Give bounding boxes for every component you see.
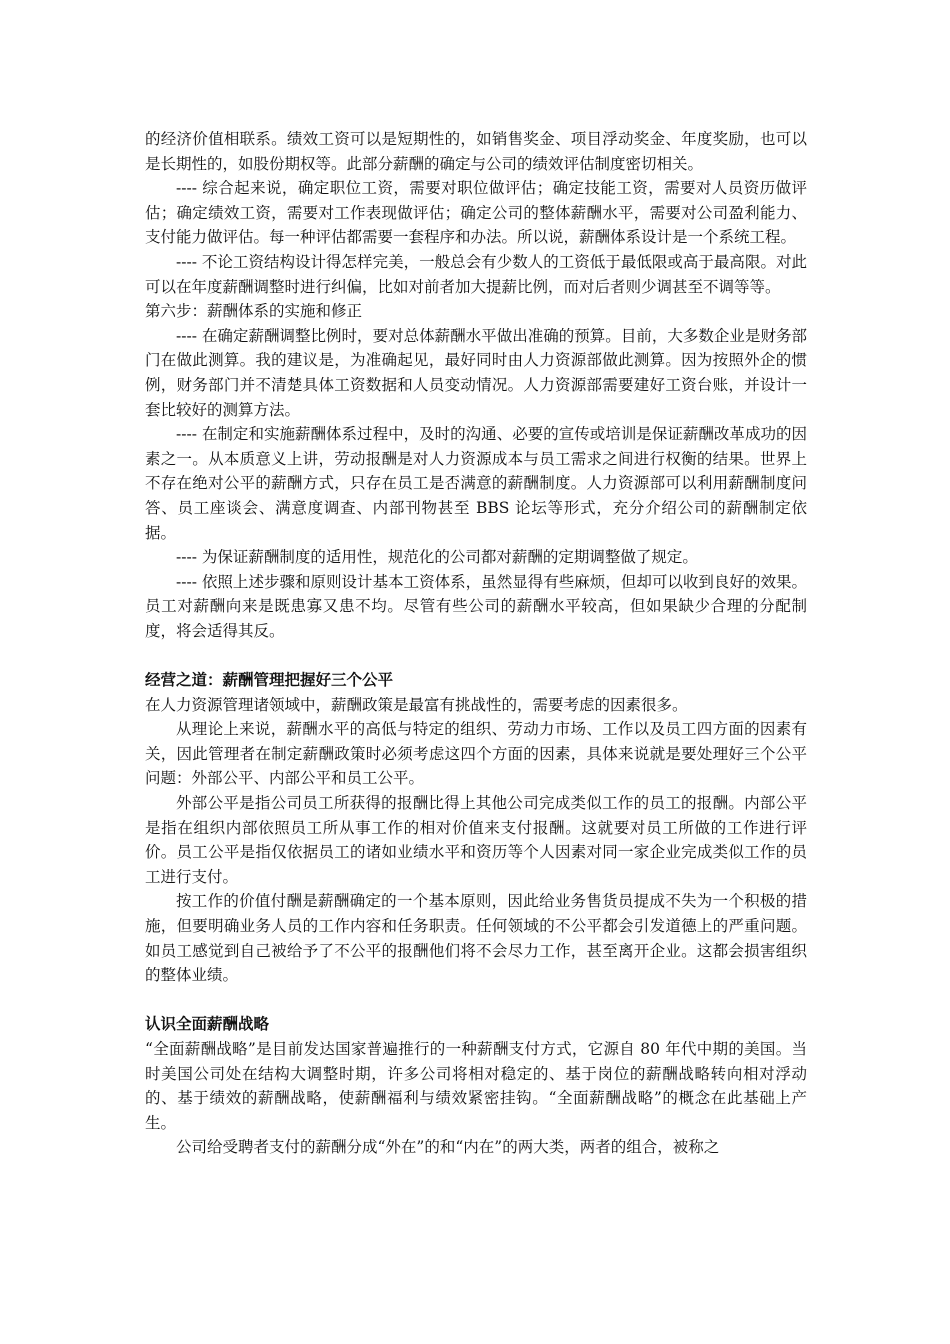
paragraph: 的经济价值相联系。绩效工资可以是短期性的，如销售奖金、项目浮动奖金、年度奖励，也可以是长期性的，如股份期权等。此部分薪酬的确定与公司的绩效评估制度密切相关。 — [145, 130, 807, 173]
blank-line — [145, 988, 807, 1013]
paragraph: 在人力资源管理诸领域中，薪酬政策是最富有挑战性的，需要考虑的因素很多。 — [145, 695, 688, 714]
paragraph: 从理论上来说，薪酬水平的高低与特定的组织、劳动力市场、工作以及员工四方面的因素有关，因此管理者在制定薪酬政策时必须考虑这四个方面的因素，具体来说就是要处理好三个公平问题：外部公平、内部公平和员工公平。 — [145, 720, 807, 788]
paragraph: ---- 依照上述步骤和原则设计基本工资体系，虽然显得有些麻烦，但却可以收到良好的效果。员工对薪酬向来是既患寡又患不均。尽管有些公司的薪酬水平较高，但如果缺少合理的分配制度，将会适得其反。 — [145, 572, 807, 640]
section-heading: 经营之道：薪酬管理把握好三个公平 — [145, 671, 394, 690]
step-heading: 第六步：薪酬体系的实施和修正 — [145, 302, 363, 321]
paragraph: ---- 综合起来说，确定职位工资，需要对职位做评估；确定技能工资，需要对人员资历做评估；确定绩效工资，需要对工作表现做评估；确定公司的整体薪酬水平，需要对公司盈利能力、支付能力做评估。每一种评估都需要一套程序和办法。所以说，薪酬体系设计是一个系统工程。 — [145, 179, 807, 247]
paragraph: ---- 不论工资结构设计得怎样完美，一般总会有少数人的工资低于最低限或高于最高限。对此可以在年度薪酬调整时进行纠偏，比如对前者加大提薪比例，而对后者则少调甚至不调等等。 — [145, 252, 807, 296]
paragraph: “全面薪酬战略”是目前发达国家普遍推行的一种薪酬支付方式，它源自 80 年代中期的美国。当时美国公司处在结构大调整时期，许多公司将相对稳定的、基于岗位的薪酬战略转向相对浮动的、基于绩效的薪酬战略，使薪酬福利与绩效紧密挂钩。“全面薪酬战略”的概念在此基础上产生。 — [145, 1039, 807, 1132]
paragraph: ---- 为保证薪酬制度的适用性，规范化的公司都对薪酬的定期调整做了规定。 — [176, 548, 698, 567]
paragraph: ---- 在确定薪酬调整比例时，要对总体薪酬水平做出准确的预算。目前，大多数企业是财务部门在做此测算。我的建议是，为准确起见，最好同时由人力资源部做此测算。因为按照外企的惯例，财务部门并不清楚具体工资数据和人员变动情况。人力资源部需要建好工资台账，并设计一套比较好的测算方法。 — [145, 326, 807, 419]
document-body — [145, 127, 807, 1160]
blank-line — [145, 643, 807, 668]
paragraph: ---- 在制定和实施薪酬体系过程中，及时的沟通、必要的宣传或培训是保证薪酬改革成功的因素之一。从本质意义上讲，劳动报酬是对人力资源成本与员工需求之间进行权衡的结果。世界上不存在绝对公平的薪酬方式，只存在员工是否满意的薪酬制度。人力资源部可以利用薪酬制度问答、员工座谈会、满意度调查、内部刊物甚至 BBS 论坛等形式，充分介绍公司的薪酬制定依据。 — [145, 425, 807, 542]
section-heading: 认识全面薪酬战略 — [145, 1015, 270, 1034]
paragraph: 公司给受聘者支付的薪酬分成“外在”的和“内在”的两大类，两者的组合，被称之 — [176, 1138, 720, 1157]
paragraph: 外部公平是指公司员工所获得的报酬比得上其他公司完成类似工作的员工的报酬。内部公平是指在组织内部依照员工所从事工作的相对价值来支付报酬。这就要对员工所做的工作进行评价。员工公平是指仅依据员工的诸如业绩水平和资历等个人因素对同一家企业完成类似工作的员工进行支付。 — [145, 794, 807, 886]
paragraph: 按工作的价值付酬是薪酬确定的一个基本原则，因此给业务售货员提成不失为一个积极的措施，但要明确业务人员的工作内容和任务职责。任何领域的不公平都会引发道德上的严重问题。如员工感觉到自己被给予了不公平的报酬他们将不会尽力工作，甚至离开企业。这都会损害组织的整体业绩。 — [145, 892, 807, 985]
